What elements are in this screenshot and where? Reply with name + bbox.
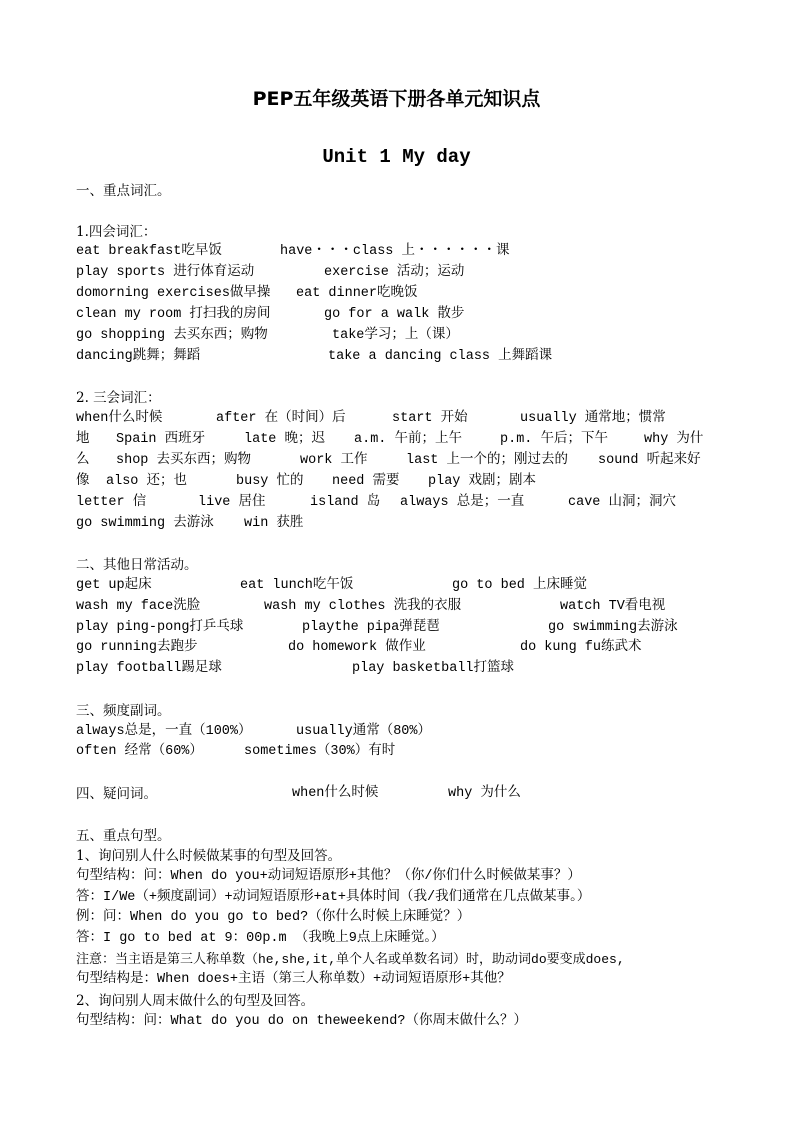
vocab-item: cave 山洞；洞穴 [568,495,677,510]
vocab-row [76,347,726,367]
vocab-item: go for a walk 散步 [324,307,465,322]
vocab-item: live 居住 [198,495,266,510]
sentence-line: 答：I/We（+频度副词）+动词短语原形+at+具体时间（我/我们通常在几点做某事。） [76,890,591,905]
vocab-item: p.m. 午后；下午 [500,432,609,447]
activity-item: eat lunch吃午饭 [240,578,354,593]
adverb-item: often 经常（60%） [76,744,203,759]
adverb-item: sometimes（30%）有时 [244,744,396,759]
activity-row [76,597,726,617]
activity-row [76,638,726,658]
vocab-item: when什么时候 [76,411,163,426]
adverb-item: usually通常（80%） [296,724,432,739]
vocab-item: work 工作 [300,453,368,468]
activity-item: do kung fu练武术 [520,640,642,655]
activity-item: get up起床 [76,578,152,593]
sentence-line: 句型结构：问：When do you+动词短语原形+其他？（你/你们什么时候做某事？） [76,869,581,884]
vocab-item: domorning exercises做早操 [76,286,271,301]
vocab-row [76,409,726,429]
section-heading: 五、重点句型。 [76,828,171,844]
vocab-item: dancing跳舞；舞蹈 [76,349,201,364]
vocab-row [76,326,726,346]
vocab-item: play 戏剧；剧本 [428,474,537,489]
vocab-item: usually 通常地；惯常 [520,411,666,426]
vocab-item: take a dancing class 上舞蹈课 [328,349,553,364]
sentence-line: 注意：当主语是第三人称单数（he,she,it,单个人名或单数名词）时，助动词do要变成does, [76,952,625,967]
vocab-row [76,242,726,262]
vocab-row [76,472,726,492]
activity-row [76,618,726,638]
activity-item: do homework 做作业 [288,640,426,655]
vocab-item: win 获胜 [244,516,304,531]
document-title: PEP五年级英语下册各单元知识点 [252,88,541,110]
adverb-row [76,722,726,742]
vocab-row [76,430,726,450]
vocab-item: eat dinner吃晚饭 [296,286,418,301]
sentence-line: 答：I go to bed at 9：00p.m （我晚上9点上床睡觉。） [76,931,445,946]
activity-row [76,576,726,596]
vocab-item: Spain 西班牙 [116,432,206,447]
vocab-item: also 还；也 [106,474,188,489]
subsection-heading: 2. 三会词汇： [76,390,161,406]
activity-item: go to bed 上床睡觉 [452,578,588,593]
activity-item: play basketball打篮球 [352,661,515,676]
section-heading: 一、重点词汇。 [76,183,171,199]
vocab-item: sound 听起来好 [598,453,701,468]
vocab-item: play sports 进行体育运动 [76,265,255,280]
question-words-row [76,784,726,804]
vocab-item: go shopping 去买东西；购物 [76,328,268,343]
unit-title: Unit 1 My day [322,146,471,168]
vocab-item: busy 忙的 [236,474,304,489]
vocab-item: eat breakfast吃早饭 [76,244,222,259]
vocab-item: shop 去买东西；购物 [116,453,252,468]
vocab-item: go swimming 去游泳 [76,516,214,531]
vocab-item: 地 [76,432,90,447]
vocab-item: 么 [76,453,90,468]
vocab-item: why 为什 [644,432,704,447]
section-heading: 四、疑问词。 [76,786,157,802]
vocab-row [76,305,726,325]
vocab-item: clean my room 打扫我的房间 [76,307,271,322]
activity-item: go swimming去游泳 [548,620,678,635]
vocab-row [76,514,726,534]
activity-item: play football踢足球 [76,661,222,676]
vocab-item: take学习；上（课） [332,328,459,343]
vocab-item: letter 信 [76,495,147,510]
question-word: when什么时候 [292,786,379,801]
vocab-item: have・・・class 上・・・・・・课 [280,244,510,259]
question-word: why 为什么 [448,786,521,801]
sentence-line: 2、询问别人周末做什么的句型及回答。 [76,993,315,1009]
vocab-item: need 需要 [332,474,400,489]
adverb-item: always总是，一直（100%） [76,724,252,739]
activity-item: playthe pipa弹琵琶 [302,620,440,635]
vocab-row [76,493,726,513]
activity-item: go running去跑步 [76,640,198,655]
vocab-item: 像 [76,474,90,489]
vocab-row [76,451,726,471]
sentence-line: 句型结构是：When does+主语（第三人称单数）+动词短语原形+其他？ [76,972,511,987]
activity-item: play ping-pong打乒乓球 [76,620,244,635]
activity-item: wash my face洗脸 [76,599,201,614]
vocab-item: a.m. 午前；上午 [354,432,463,447]
section-heading: 二、其他日常活动。 [76,557,198,573]
section-heading: 三、频度副词。 [76,703,171,719]
vocab-row [76,284,726,304]
vocab-item: late 晚；迟 [244,432,326,447]
vocab-item: last 上一个的；刚过去的 [406,453,569,468]
vocab-row [76,263,726,283]
sentence-line: 例：问：When do you go to bed?（你什么时候上床睡觉？） [76,910,471,925]
vocab-item: after 在（时间）后 [216,411,346,426]
activity-item: watch TV看电视 [560,599,666,614]
subsection-heading: 1.四会词汇： [76,224,157,240]
vocab-item: exercise 活动；运动 [324,265,465,280]
vocab-item: start 开始 [392,411,468,426]
sentence-line: 句型结构：问：What do you do on theweekend?（你周末做什么？） [76,1014,527,1029]
adverb-row [76,742,726,762]
activity-row [76,659,726,679]
vocab-item: always 总是；一直 [400,495,525,510]
vocab-item: island 岛 [310,495,381,510]
activity-item: wash my clothes 洗我的衣服 [264,599,462,614]
sentence-line: 1、询问别人什么时候做某事的句型及回答。 [76,848,342,864]
